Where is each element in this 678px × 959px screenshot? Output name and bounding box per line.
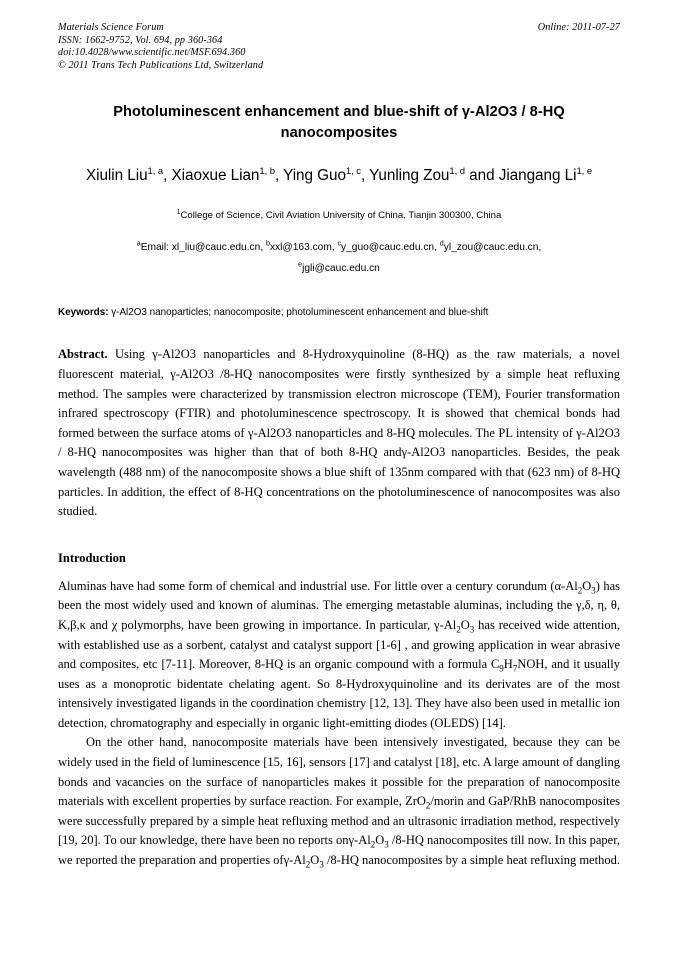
subscript: 3	[384, 839, 389, 850]
author-emails	[58, 237, 620, 279]
journal-doi: doi:10.4028/www.scientific.net/MSF.694.360	[58, 47, 246, 59]
online-date: Online: 2011-07-27	[537, 22, 620, 33]
subscript: 7	[512, 663, 518, 674]
author-name: Xiulin Liu	[85, 167, 148, 185]
author-affiliation-marker: 1, c	[345, 166, 361, 178]
abstract-text: Using γ-Al2O3 nanoparticles and 8-Hydroxyquinoline (8-HQ) as the raw materials, a novel fluorescent material, γ-Al2O3 /8-HQ nanocomposites were firstly synthesized by a simple heat refluxing method. The samples were characterized by transmission electron microscope (TEM), Fourier transformation infrared spectroscopy (FTIR) and photoluminescence spectroscopy. It is showed that chemical bonds had formed between the surface atoms of γ-Al2O3 nanoparticles and 8-HQ molecules. The PL intensity of γ-Al2O3 / 8-HQ nanocomposites was higher than that of both 8-HQ andγ-Al2O3 nanoparticles. Besides, the peak wavelength (488 nm) of the nanocomposite shows a blue shift of 135nm compared with that (623 nm) of 8-HQ particles. In addition, the effect of 8-HQ concentrations on the photoluminescence of nanocomposites was also studied.	[58, 347, 620, 519]
email-address: Email: xl_liu@cauc.edu.cn,	[140, 242, 266, 254]
subscript: 3	[469, 624, 475, 635]
journal-header	[58, 22, 620, 72]
introduction-paragraph-2: On the other hand, nanocomposite materials have been intensively investigated, because they can be widely used in the field of luminescence [15, 16], sensors [17] and catalyst [18], etc. A large amount of dangling bonds and vacancies on the surface of nanoparticles makes it possible for the preparation of nanocomposite materials with excellent properties by surface reaction. For example, ZrO$_2$/morin and GaP/RhB nanocomposites were successfully prepared by a simple heat refluxing method and an ultrasonic irradiation method, respectively [19, 20]. To our knowledge, there have been no reports onγ-$Al_2O_3$ /8-HQ nanocomposites till now. In this paper, we reported the preparation and properties ofγ-$Al_2O_3$ /8-HQ nanocomposites by a simple heat refluxing method.	[58, 735, 620, 870]
email-address: yl_zou@cauc.edu.cn,	[443, 242, 542, 254]
email-address: jgli@cauc.edu.cn	[302, 263, 380, 275]
email-address: xxl@163.com,	[269, 242, 338, 254]
email-line-1	[136, 239, 542, 254]
section-heading-introduction: Introduction	[58, 550, 126, 565]
author-name: Jiangang Li	[498, 167, 577, 185]
subscript: 3	[319, 859, 324, 870]
abstract-label: Abstract.	[58, 347, 108, 362]
affiliation-marker: 1	[176, 209, 181, 217]
email-marker: d	[439, 239, 444, 248]
subscript: 2	[425, 800, 431, 811]
keywords-text: γ-Al2O3 nanoparticles; nanocomposite; photoluminescent enhancement and blue-shift	[108, 307, 489, 319]
keywords-line	[58, 306, 620, 320]
email-marker: a	[136, 239, 141, 248]
subscript: 3	[591, 585, 596, 596]
subscript: 2	[305, 859, 311, 870]
subscript: 2	[577, 585, 583, 596]
email-address: y_guo@cauc.edu.cn,	[341, 242, 440, 254]
journal-copyright: © 2011 Trans Tech Publications Ltd, Switzerland	[58, 59, 264, 71]
affiliation-text: College of Science, Civil Aviation University of China, Tianjin 300300, China	[180, 210, 502, 222]
abstract-paragraph	[58, 345, 620, 521]
subscript: 2	[456, 624, 461, 635]
author-name: Ying Guo	[283, 167, 346, 185]
subscript: 2	[370, 839, 376, 850]
email-marker: b	[265, 239, 270, 248]
author-affiliation-marker: 1, b	[259, 166, 275, 178]
page-title: Photoluminescent enhancement and blue-shift of γ-Al2O3 / 8-HQ nanocomposites	[113, 104, 565, 142]
author-list: Xiulin Liu$^{1, a}$, Xiaoxue Lian$^{1, b}$, Ying Guo$^{1, c}$, Yunling Zou$^{1, d}$ and Jiangang Li$^{1, e}$	[85, 166, 593, 185]
author-affiliation-marker: 1, a	[147, 166, 164, 178]
author-affiliation-marker: 1, d	[449, 166, 465, 178]
email-line-2	[58, 258, 620, 279]
journal-name: Materials Science Forum	[58, 22, 164, 33]
subscript: 9	[499, 663, 504, 674]
author-name: Yunling Zou	[369, 167, 450, 185]
author-name: Xiaoxue Lian	[171, 167, 260, 185]
introduction-paragraph-1: Aluminas have had some form of chemical and industrial use. For little over a century corundum $(\alpha-Al_2O_3)$ has been the most widely used and known of aluminas. The emerging metastable aluminas, including the γ,δ, η, θ, K,β,κ and χ polymorphs, have been growing in importance. In particular, $\gamma-Al_2O_3$ has received wide attention, with established use as a sorbent, catalyst and catalyst support [1-6] , and growing application in wear abrasive and composites, etc [7-11]. Moreover, 8-HQ is an organic compound with a formula $C_9H_7NOH$, and it usually uses as a monoprotic bidentate chelating agent. So 8-Hydroxyquinoline and its derivates are of the most intensively investigated ligands in the coordination chemistry [12, 13]. They have also been used in metallic ion detection, chromatography and especially in organic light-emitting diodes (OLEDS) [14].	[58, 578, 621, 730]
email-marker: c	[337, 239, 342, 248]
keywords-label: Keywords:	[58, 307, 109, 319]
journal-issn: ISSN: 1662-9752, Vol. 694, pp 360-364	[58, 34, 223, 46]
affiliation	[58, 208, 620, 223]
email-marker: e	[298, 260, 303, 269]
author-affiliation-marker: 1, e	[576, 166, 593, 178]
